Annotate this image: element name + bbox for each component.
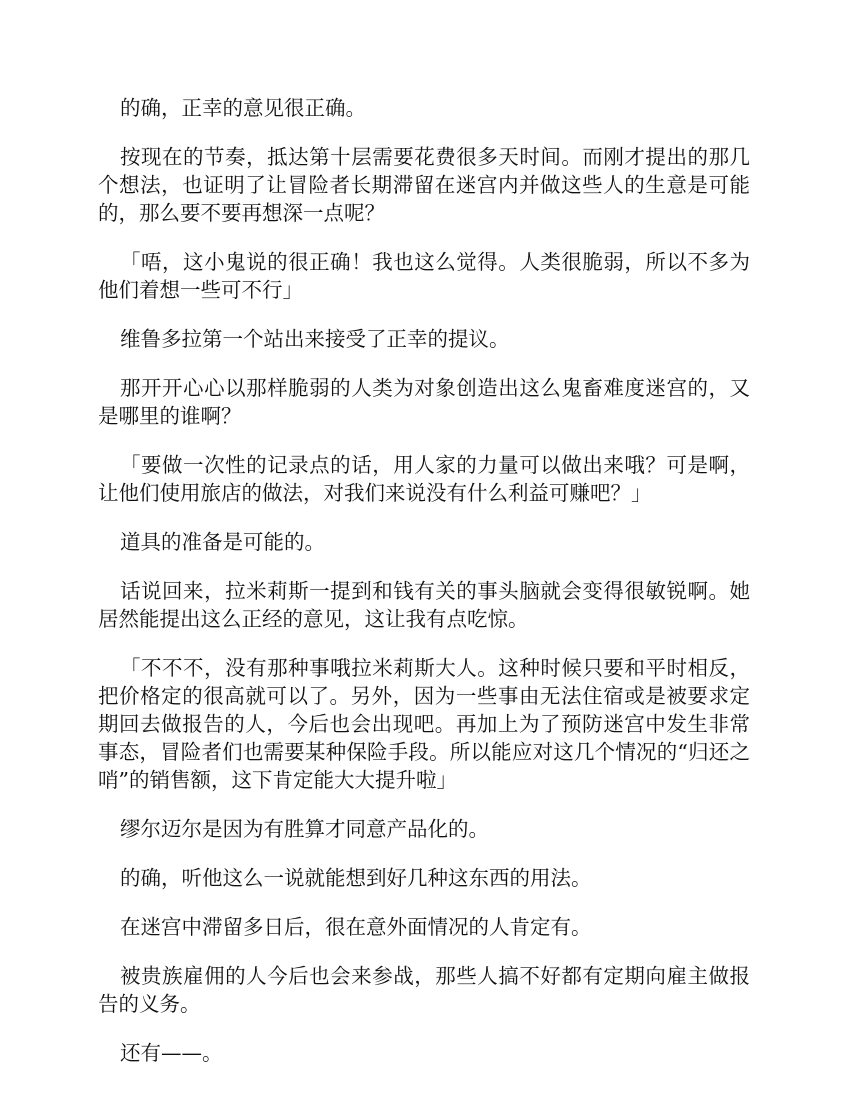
paragraph: 的确，正幸的意见很正确。 bbox=[120, 96, 366, 120]
body-text bbox=[98, 94, 750, 1088]
paragraph: 「不不不，没有那种事哦拉米莉斯大人。这种时候只要和平时相反，把价格定的很高就可以了。另外，因为一些事由无法住宿或是被要求定期回去做报告的人，今后也会出现吧。再加上为了预防迷宫中发生非常事态，冒险者们也需要某种保险手段。所以能应对这几个情况的“归还之哨”的销售额，这下肯定能大大提升啦」 bbox=[98, 656, 750, 792]
paragraph: 的确，听他这么一说就能想到好几种这东西的用法。 bbox=[120, 866, 592, 890]
paragraph: 还有——。 bbox=[120, 1041, 223, 1065]
paragraph: 缪尔迈尔是因为有胜算才同意产品化的。 bbox=[120, 817, 489, 841]
paragraph: 「唔，这小鬼说的很正确！我也这么觉得。人类很脆弱，所以不多为他们着想一些可不行」 bbox=[98, 250, 750, 302]
paragraph: 道具的准备是可能的。 bbox=[120, 530, 325, 554]
paragraph: 按现在的节奏，抵达第十层需要花费很多天时间。而刚才提出的那几个想法，也证明了让冒险者长期滞留在迷宫内并做这些人的生意是可能的，那么要不要再想深一点呢？ bbox=[98, 145, 750, 225]
paragraph: 维鲁多拉第一个站出来接受了正幸的提议。 bbox=[120, 327, 510, 351]
paragraph: 被贵族雇佣的人今后也会来参战，那些人搞不好都有定期向雇主做报告的义务。 bbox=[98, 964, 750, 1016]
paragraph: 「要做一次性的记录点的话，用人家的力量可以做出来哦？可是啊，让他们使用旅店的做法，对我们来说没有什么利益可赚吧？」 bbox=[98, 453, 750, 505]
paragraph: 在迷宫中滞留多日后，很在意外面情况的人肯定有。 bbox=[120, 915, 592, 939]
paragraph: 那开开心心以那样脆弱的人类为对象创造出这么鬼畜难度迷宫的，又是哪里的谁啊？ bbox=[98, 376, 750, 428]
paragraph: 话说回来，拉米莉斯一提到和钱有关的事头脑就会变得很敏锐啊。她居然能提出这么正经的意见，这让我有点吃惊。 bbox=[98, 579, 750, 631]
